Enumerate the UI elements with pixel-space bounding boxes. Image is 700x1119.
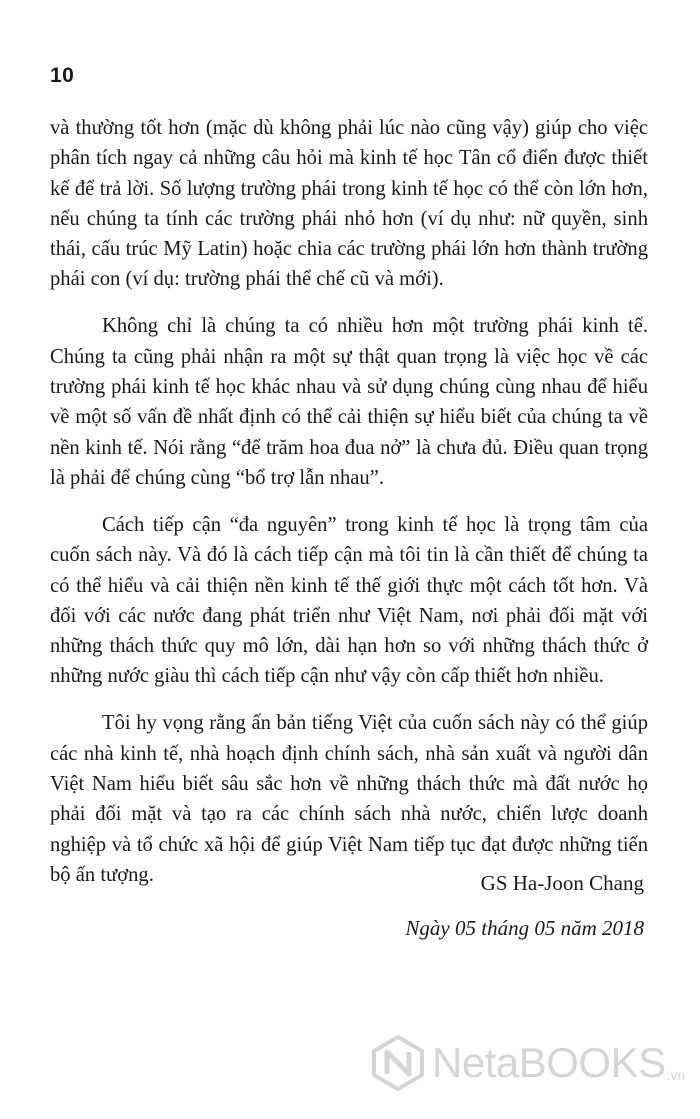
signature-author: GS Ha-Joon Chang bbox=[480, 871, 644, 895]
page-number: 10 bbox=[50, 64, 75, 87]
signature-date: Ngày 05 tháng 05 năm 2018 bbox=[405, 916, 644, 940]
paragraph: và thường tốt hơn (mặc dù không phải lúc nào cũng vậy) giúp cho việc phân tích ngay cả những câu hỏi mà kinh tế học Tân cổ điển được thiết kế để trả lời. Số lượng trường phái trong kinh tế học có thể còn lớn hơn, nếu chúng ta tính các trường phái nhỏ hơn (ví dụ như: nữ quyền, sinh thái, cấu trúc Mỹ Latin) hoặc chia các trường phái lớn hơn thành trường phái con (ví dụ: trường phái thể chế cũ và mới). bbox=[50, 117, 648, 291]
paragraph: Cách tiếp cận “đa nguyên” trong kinh tế học là trọng tâm của cuốn sách này. Và đó là cách tiếp cận mà tôi tin là cần thiết để chúng ta có thể hiểu và cải thiện nền kinh tế thế giới thực một cách tốt hơn. Và đối với các nước đang phát triển như Việt Nam, nơi phải đối mặt với những thách thức quy mô lớn, dài hạn hơn so với những thách thức ở những nước giàu thì cách tiếp cận như vậy còn cấp thiết hơn nhiều. bbox=[50, 513, 648, 688]
watermark bbox=[370, 1028, 685, 1098]
body-text bbox=[50, 113, 648, 907]
paragraph: Không chỉ là chúng ta có nhiều hơn một trường phái kinh tế. Chúng ta cũng phải nhận ra một sự thật quan trọng là việc học về các trường phái kinh tế học khác nhau và sử dụng chúng cùng nhau để hiểu về một số vấn đề nhất định có thể cải thiện sự hiểu biết của chúng ta về nền kinh tế. Nói rằng “để trăm hoa đua nở” là chưa đủ. Điều quan trọng là phải để chúng cùng “bổ trợ lẫn nhau”. bbox=[50, 315, 648, 489]
watermark-brand: NetaBOOKS bbox=[432, 1039, 666, 1086]
neta-logo-icon bbox=[370, 1035, 426, 1091]
watermark-suffix: .vn bbox=[666, 1067, 686, 1083]
paragraph: Tôi hy vọng rằng ấn bản tiếng Việt của cuốn sách này có thể giúp các nhà kinh tế, nhà hoạch định chính sách, nhà sản xuất và người dân Việt Nam hiểu biết sâu sắc hơn về những thách thức mà đất nước họ phải đối mặt và tạo ra các chính sách nhà nước, chiến lược doanh nghiệp và tổ chức xã hội để giúp Việt Nam tiếp tục đạt được những tiến bộ ấn tượng. bbox=[50, 712, 648, 886]
